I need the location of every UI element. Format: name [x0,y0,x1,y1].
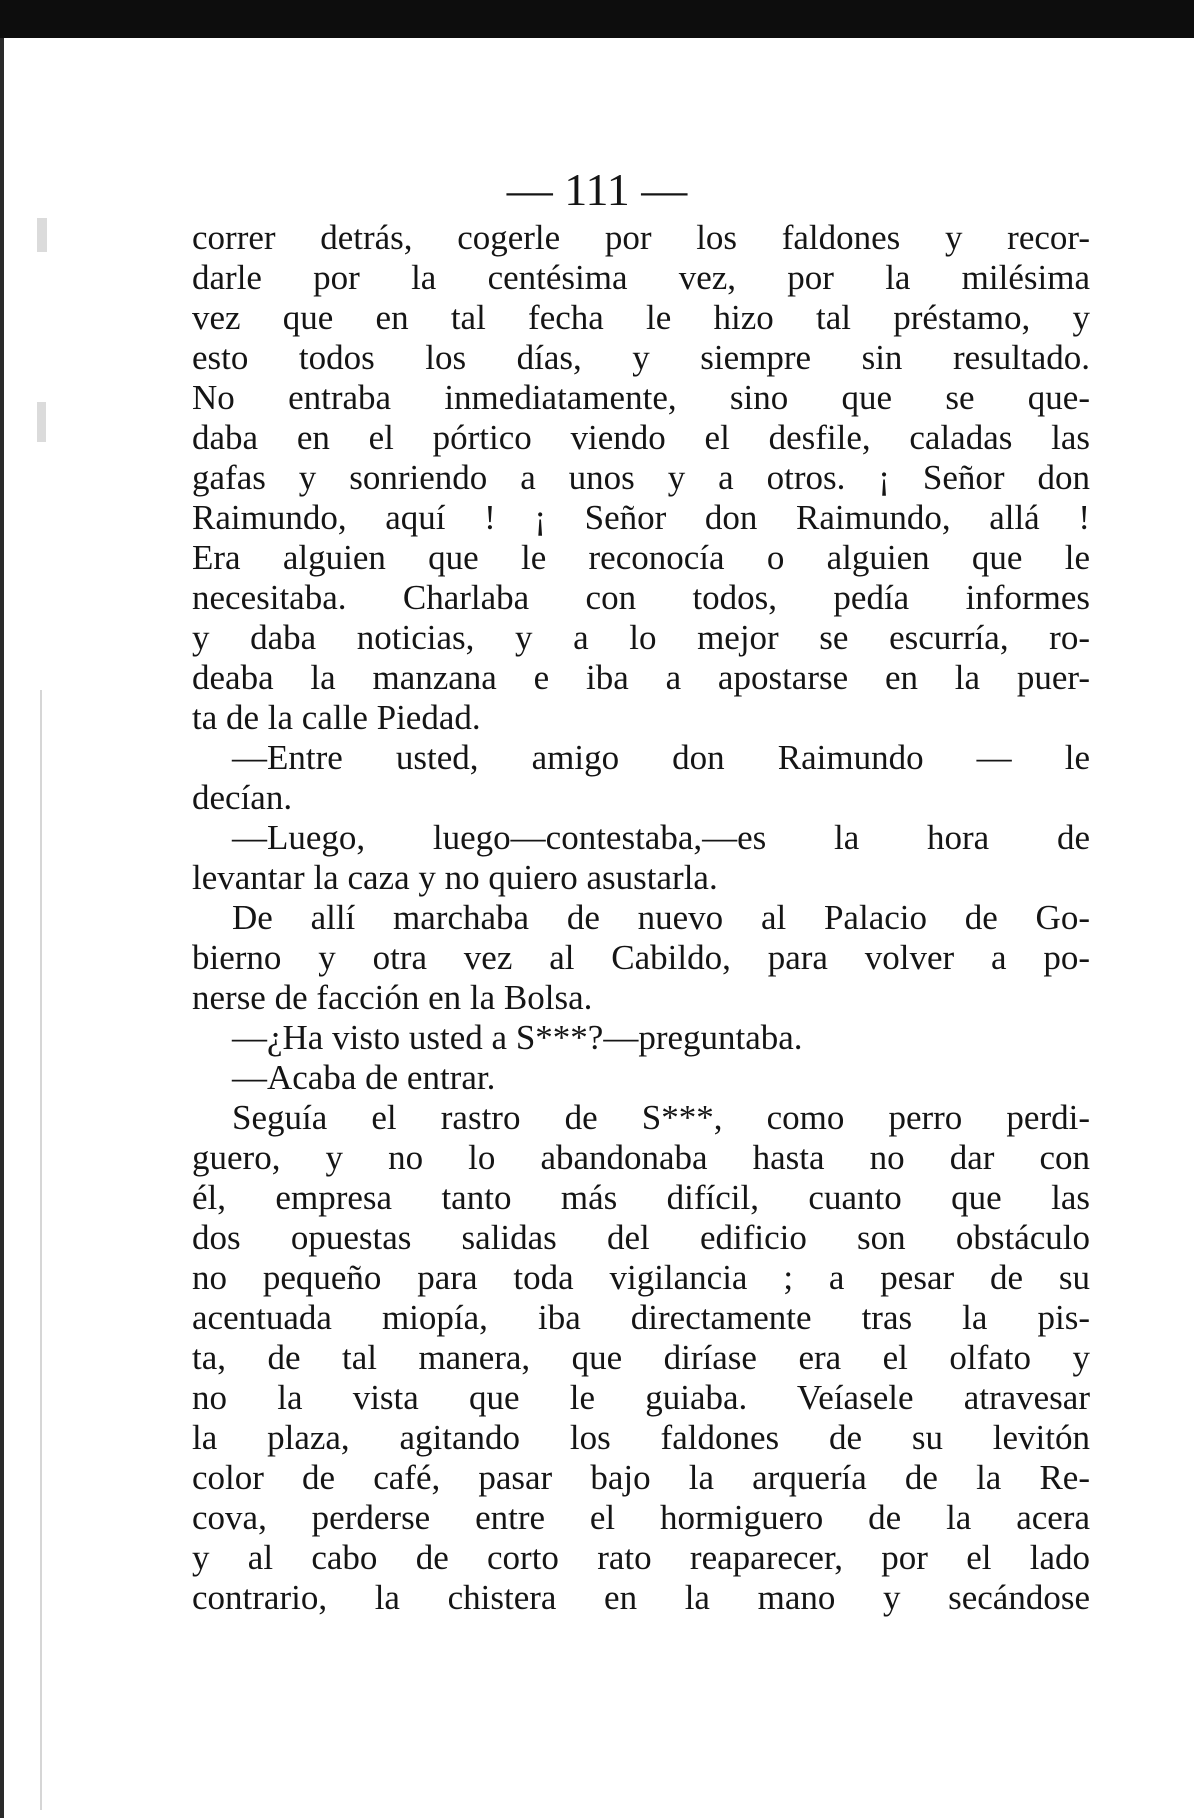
text-line: vez que en tal fecha le hizo tal préstamo, y [192,298,1090,337]
text-line: levantar la caza y no quiero asustarla. [192,858,718,897]
page-number: — 111 — [506,164,688,215]
text-line: ta, de tal manera, que diríase era el olfato y [192,1338,1090,1377]
text-line: y daba noticias, y a lo mejor se escurría, ro- [192,618,1090,657]
text-line: darle por la centésima vez, por la milésima [192,258,1090,297]
text-line: acentuada miopía, iba directamente tras la pis- [192,1298,1090,1337]
text-line: guero, y no lo abandonaba hasta no dar con [192,1138,1090,1177]
text-line: la plaza, agitando los faldones de su levitón [192,1418,1090,1457]
text-line: color de café, pasar bajo la arquería de la Re- [192,1458,1090,1497]
text-line: cova, perderse entre el hormiguero de la acera [192,1498,1090,1537]
text-line: nerse de facción en la Bolsa. [192,978,593,1017]
margin-rule [40,690,42,1810]
text-line: Raimundo, aquí ! ¡ Señor don Raimundo, allá ! [192,498,1090,537]
text-line: ta de la calle Piedad. [192,698,481,737]
text-line: bierno y otra vez al Cabildo, para volver a po- [192,938,1090,977]
margin-smudge [37,402,46,442]
body-text [192,218,1090,1618]
text-line: Era alguien que le reconocía o alguien que le [192,538,1090,577]
text-line: esto todos los días, y siempre sin resultado. [192,338,1090,377]
text-line: y al cabo de corto rato reaparecer, por el lado [192,1538,1090,1577]
text-line: dos opuestas salidas del edificio son obstáculo [192,1218,1090,1257]
text-line: no la vista que le guiaba. Veíasele atravesar [192,1378,1090,1417]
text-line: —Acaba de entrar. [232,1058,496,1097]
text-line: él, empresa tanto más difícil, cuanto que las [192,1178,1090,1217]
text-line: deaba la manzana e iba a apostarse en la puer- [192,658,1090,697]
text-line: —Luego, luego—contestaba,—es la hora de [232,818,1090,857]
text-line: no pequeño para toda vigilancia ; a pesar de su [192,1258,1090,1297]
text-line: correr detrás, cogerle por los faldones y recor- [192,218,1090,257]
text-line: —Entre usted, amigo don Raimundo — le [232,738,1090,777]
text-line: contrario, la chistera en la mano y secándose [192,1578,1090,1617]
text-line: gafas y sonriendo a unos y a otros. ¡ Señor don [192,458,1090,497]
scan-top-border [0,0,1194,38]
text-line: —¿Ha visto usted a S***?—preguntaba. [232,1018,803,1057]
text-line: No entraba inmediatamente, sino que se que- [192,378,1090,417]
scan-left-edge [0,38,4,1818]
text-line: decían. [192,778,293,817]
text-line: De allí marchaba de nuevo al Palacio de Go- [232,898,1090,937]
text-line: daba en el pórtico viendo el desfile, caladas las [192,418,1090,457]
text-line: necesitaba. Charlaba con todos, pedía informes [192,578,1090,617]
text-line: Seguía el rastro de S***, como perro perdi- [232,1098,1090,1137]
